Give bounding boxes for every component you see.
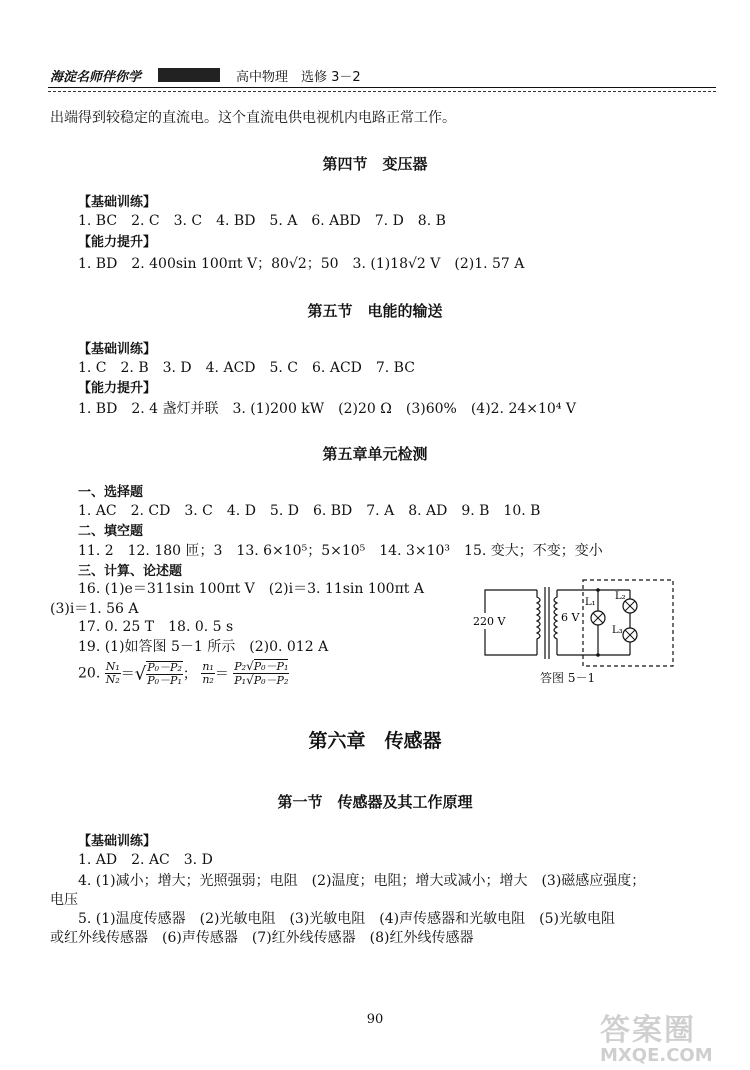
- subject-title: 高中物理 选修 3－2: [236, 70, 361, 85]
- sec6-1-line3: 电压: [50, 892, 78, 908]
- input-voltage-label: 220 V: [473, 615, 506, 628]
- sec5-adv-tag: 【能力提升】: [78, 381, 157, 396]
- section-4-title: 第四节 变压器: [322, 155, 428, 173]
- sec4-basic-tag: 【基础训练】: [78, 195, 157, 210]
- output-voltage-label: 6 V: [561, 611, 580, 624]
- header-dashed-rule: [48, 91, 716, 92]
- transformer-circuit-diagram: [465, 575, 685, 670]
- sec6-1-line1: 1. AD 2. AC 3. D: [78, 852, 213, 868]
- series-title: 海淀名师伴你学: [50, 70, 142, 85]
- section-5-title: 第五节 电能的输送: [307, 302, 443, 320]
- intro-line: 出端得到较稳定的直流电。这个直流电供电视机内电路正常工作。: [50, 110, 456, 126]
- sec5-adv-answers: 1. BD 2. 4 盏灯并联 3. (1)200 kW (2)20 Ω (3)60% (4)2. 24×10⁴ V: [78, 401, 576, 417]
- lamp-l1-label: L₁: [585, 597, 596, 608]
- q20-formula: 20. $\frac{\text{N₁}}{\text{N₂}}$ ＝√ $\frac{\text{P₀－P₂}}{\text{P₀－P₁}}$ ； $\frac{\text{n₁}}{\text{n₂}}$ ＝ $\frac{\text{P₂√P₀－P₁}}{\text{P₁√P₀－P₂}}$: [78, 659, 289, 687]
- unit5-part2-answers: 11. 2 12. 180 匝；3 13. 6×10⁵；5×10⁵ 14. 3×10³ 15. 变大；不变；变小: [78, 543, 603, 559]
- q19: 19. (1)如答图 5－1 所示 (2)0. 012 A: [78, 639, 329, 655]
- sec6-1-line4: 5. (1)温度传感器 (2)光敏电阻 (3)光敏电阻 (4)声传感器和光敏电阻 (5)光敏电阻: [78, 911, 615, 927]
- sqrt-term: √ $\frac{\text{P₀－P₂}}{\text{P₀－P₁}}$: [134, 660, 182, 687]
- power-ratio: $\frac{\text{P₂√P₀－P₁}}{\text{P₁√P₀－P₂}}$: [234, 659, 289, 687]
- q20-number: 20.: [78, 665, 101, 682]
- unit5-part1-tag: 一、选择题: [78, 485, 144, 500]
- sec5-basic-tag: 【基础训练】: [78, 342, 157, 357]
- unit-5-title: 第五章单元检测: [322, 445, 428, 463]
- q16-line1: 16. (1)e＝311sin 100πt V (2)i＝3. 11sin 100πt A: [78, 581, 424, 597]
- figure-caption: 答图 5－1: [540, 671, 596, 685]
- q16-line2: (3)i＝1. 56 A: [50, 601, 139, 617]
- chapter-6-title: 第六章 传感器: [308, 730, 442, 752]
- sec6-1-basic-tag: 【基础训练】: [78, 834, 157, 849]
- page-number: 90: [366, 1012, 384, 1027]
- watermark-logo: 答案圈 MXQE.COM: [600, 1013, 713, 1066]
- lamp-l2-label: L₂: [615, 591, 626, 602]
- unit5-part3-tag: 三、计算、论述题: [78, 564, 183, 579]
- lamp-l3-label: L₃: [612, 625, 623, 636]
- sec4-adv-answers: 1. BD 2. 400sin 100πt V；80√2；50 3. (1)18√2 V (2)1. 57 A: [78, 256, 525, 272]
- q17-18: 17. 0. 25 T 18. 0. 5 s: [78, 619, 234, 635]
- sec5-basic-answers: 1. C 2. B 3. D 4. ACD 5. C 6. ACD 7. BC: [78, 360, 415, 376]
- sec4-adv-tag: 【能力提升】: [78, 235, 157, 250]
- header-rule: [48, 87, 716, 88]
- unit5-part1-answers: 1. AC 2. CD 3. C 4. D 5. D 6. BD 7. A 8. AD 9. B 10. B: [78, 503, 541, 519]
- primary-coil: [537, 590, 540, 655]
- n1-over-n2-big: $\frac{\text{N₁}}{\text{N₂}}$: [105, 660, 120, 686]
- section-6-1-title: 第一节 传感器及其工作原理: [277, 793, 473, 811]
- secondary-coil: [554, 590, 557, 655]
- sec6-1-line5: 或红外线传感器 (6)声传感器 (7)红外线传感器 (8)红外线传感器: [50, 930, 474, 946]
- header-black-bar: [158, 68, 220, 82]
- n1-over-n2-small: $\frac{\text{n₁}}{\text{n₂}}$: [202, 660, 214, 686]
- unit5-part2-tag: 二、填空题: [78, 524, 144, 539]
- sec6-1-line2: 4. (1)减小；增大；光照强弱；电阻 (2)温度；电阻；增大或减小；增大 (3)磁感应强度；: [78, 873, 646, 889]
- sec4-basic-answers: 1. BC 2. C 3. C 4. BD 5. A 6. ABD 7. D 8. B: [78, 213, 446, 229]
